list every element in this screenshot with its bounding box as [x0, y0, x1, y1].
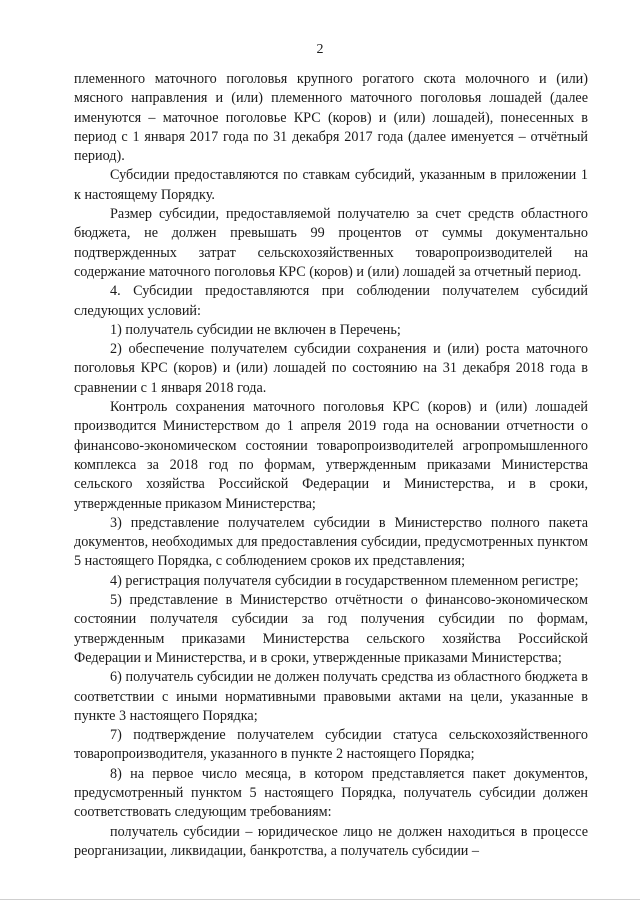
- paragraph: 2) обеспечение получателем субсидии сохранения и (или) роста маточного поголовья КРС (коров) и (или) лошадей по состоянию на 31 декабря 2018 года в сравнении с 1 января 2018 года.: [74, 341, 588, 396]
- paragraph: 3) представление получателем субсидии в Министерство полного пакета документов, необходимых для предоставления субсидии, предусмотренных пунктом 5 настоящего Порядка, с соблюдением сроков их представления;: [74, 514, 588, 570]
- paragraph: 6) получатель субсидии не должен получать средства из областного бюджета в соответствии с иными нормативными правовыми актами на цели, указанные в пункте 3 настоящего Порядка;: [74, 669, 588, 724]
- paragraph: племенного маточного поголовья крупного рогатого скота молочного и (или) мясного направления и (или) племенного маточного поголовья лошадей (далее именуются – маточное поголовье КРС (коров) и (или) лошадей), понесенных в период с 1 января 2017 года по 31 декабря 2017 года (далее именуется – отчётный период).: [74, 71, 588, 165]
- paragraph: Субсидии предоставляются по ставкам субсидий, указанным в приложении 1 к настоящему Порядку.: [74, 167, 588, 203]
- document-body: [74, 70, 588, 861]
- paragraph: 7) подтверждение получателем субсидии статуса сельскохозяйственного товаропроизводителя, указанного в пункте 2 настоящего Порядка;: [74, 727, 588, 763]
- page-bottom-edge: [0, 899, 640, 900]
- paragraph: Контроль сохранения маточного поголовья КРС (коров) и (или) лошадей производится Министерством до 1 апреля 2019 года на основании отчетности о финансово-экономическом состоянии товаропроизводителей агропромышленного комплекса за 2018 год по формам, утвержденным приказами Министерства сельского хозяйства Российской Федерации и Министерства, и в сроки, утвержденные приказом Министерства;: [74, 399, 588, 512]
- page-number: 2: [316, 42, 324, 57]
- paragraph: 8) на первое число месяца, в котором представляется пакет документов, предусмотренный пунктом 5 настоящего Порядка, получатель субсидии должен соответствовать следующим требованиям:: [74, 765, 588, 821]
- paragraph: 1) получатель субсидии не включен в Перечень;: [110, 321, 401, 338]
- paragraph: получатель субсидии – юридическое лицо не должен находиться в процессе реорганизации, ликвидации, банкротства, а получатель субсидии –: [74, 823, 588, 859]
- paragraph: 5) представление в Министерство отчётности о финансово-экономическом состоянии получателя субсидии за год получения субсидии по формам, утвержденным приказами Министерства сельского хозяйства Российской Федерации и Министерства, и в сроки, утвержденные приказами Министерства;: [74, 592, 588, 666]
- paragraph: 4. Субсидии предоставляются при соблюдении получателем субсидий следующих условий:: [74, 283, 588, 319]
- paragraph: 4) регистрация получателя субсидии в государственном племенном регистре;: [110, 572, 579, 589]
- paragraph: Размер субсидии, предоставляемой получателю за счет средств областного бюджета, не должен превышать 99 процентов от суммы документально подтвержденных затрат сельскохозяйственных товаропроизводителей на содержание маточного поголовья КРС (коров) и (или) лошадей за отчетный период.: [74, 206, 588, 280]
